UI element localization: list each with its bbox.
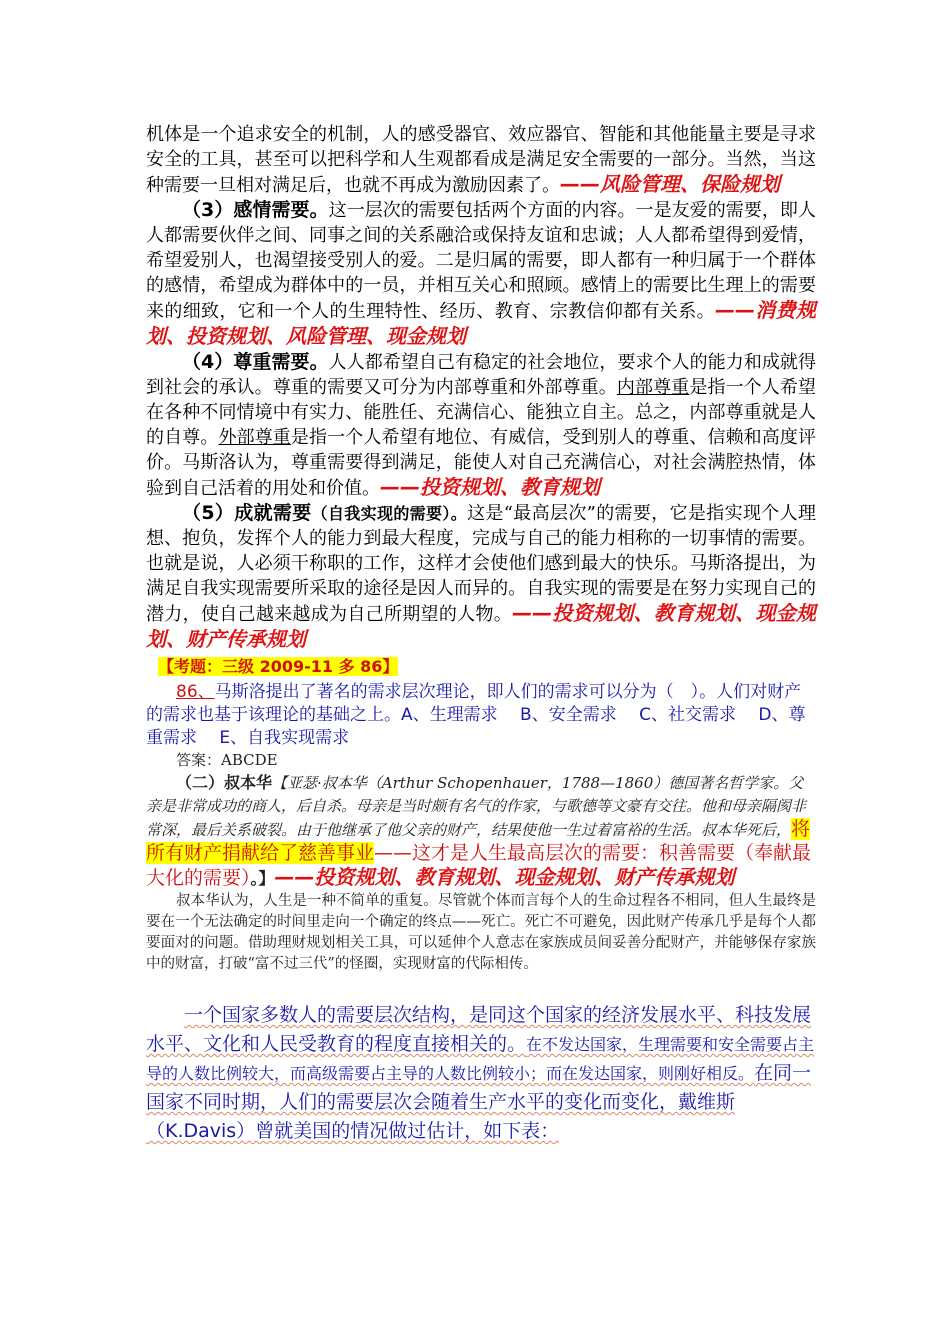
heading-esteem-need: （4）尊重需要。 [182, 351, 329, 373]
question-text: 马斯洛提出了著名的需求层次理论，即人们的需求可以分为（ ）。人们对财产的需求也基于该理论的基础之上。A、生理需求 B、安全需求 C、社交需求 D、尊重需求 E、自我实现需求 [146, 682, 806, 748]
need-structure-text-a: 一个国家多数人的需要层次结构，是同这个国家的经济发展水平、科技发展水平、文化和人民受教育的程度直接相关的。 [146, 1004, 812, 1055]
schopenhauer-bio-text: 【亚瑟·叔本华（Arthur Schopenhauer，1788—1860）德国著名哲学家。父亲是非常成功的商人，后自杀。母亲是当时颇有名气的作家，与歌德等文豪有交往。他和母亲隔阂非常深，最后关系破裂。由于他继承了他父亲的财产，结果使他一生过着富裕的生活。叔本华死后， [146, 774, 807, 839]
heading-schopenhauer: （二）叔本华 [176, 773, 273, 792]
need-structure-text-c: 在同一国家不同时期，人们的需要层次会随着生产水平的变化而变化，戴维斯（K.Davis）曾就美国的情况做过估计，如下表： [146, 1062, 812, 1142]
planning-tag-schopenhauer: ——投资规划、教育规划、现金规划、财产传承规划 [274, 865, 735, 889]
document-page [146, 122, 816, 1146]
planning-tag-affection: ——消费规划、投资规划、风险管理、现金规划 [146, 298, 817, 348]
paragraph-safety-need [146, 122, 816, 198]
term-inner-esteem: 内部尊重 [616, 377, 690, 398]
esteem-text-c: 是指一个人希望有地位、有威信，受到别人的尊重、信赖和高度评价。马斯洛认为，尊重需要得到满足，能使人对自己充满信心，对社会满腔热情，体验到自己活着的用处和价值。 [146, 427, 817, 499]
term-outer-esteem: 外部尊重 [218, 427, 291, 448]
paragraph-inheritance: 叔本华认为，人生是一种不简单的重复。尽管就个体而言每个人的生命过程各不相同，但人生最终是要在一个无法确定的时间里走向一个确定的终点——死亡。死亡不可避免，因此财产传承几乎是每个人都要面对的问题。借助理财规划相关工具，可以延伸个人意志在家族成员间妥善分配财产，并能够保存家族中的财富，打破“富不过三代”的怪圈，实现财富的代际相传。 [146, 893, 816, 972]
bio-close: 。】 [250, 869, 275, 888]
safety-need-text: 机体是一个追求安全的机制，人的感受器官、效应器官、智能和其他能量主要是寻求安全的工具，甚至可以把科学和人生观都看成是满足安全需要的一部分。当然，当这种需要一旦相对满足后，也就不再成为激励因素了。 [146, 124, 816, 196]
heading-achievement-paren: （自我实现的需要）。 [311, 504, 468, 523]
heading-affection-need: （3）感情需要。 [182, 199, 329, 221]
highlight-charity: 将所有财产捐献给了慈善事业 [146, 818, 811, 864]
paragraph-need-structure [146, 1001, 816, 1146]
planning-tag-esteem: ——投资规划、教育规划 [380, 475, 600, 499]
paragraph-schopenhauer-bio [146, 771, 816, 891]
paragraph-esteem-need [146, 350, 816, 501]
esteem-text-b: 是指一个人希望在各种不同情境中有实力、能胜任、充满信心、能独立自主。总之，内部尊重就是人的自尊。 [146, 377, 817, 448]
question-number: 86、 [176, 682, 215, 702]
planning-tag-achievement: ——投资规划、教育规划、现金规划、财产传承规划 [146, 601, 817, 651]
esteem-text-a: 人人都希望自己有稳定的社会地位，要求个人的能力和成就得到社会的承认。尊重的需要又可分为内部尊重和外部尊重。 [146, 352, 816, 398]
heading-achievement-need: （5）成就需要 [182, 502, 312, 524]
paragraph-affection-need [146, 198, 816, 350]
paragraph-achievement-need [146, 501, 816, 653]
achievement-need-text: 这是“最高层次”的需要，它是指实现个人理想、抱负，发挥个人的能力到最大程度，完成与自己的能力相称的一切事情的需要。也就是说，人必须干称职的工作，这样才会使他们感到最大的快乐。马斯洛提出，为满足自我实现需要所采取的途径是因人而异的。自我实现的需要是在努力实现自己的潜力，使自己越来越成为自己所期望的人物。 [146, 503, 816, 625]
exam-answer: 答案：ABCDE [176, 751, 278, 769]
exam-tag-line [146, 655, 816, 679]
exam-tag: 【考题：三级 2009-11 多 86】 [158, 657, 399, 676]
need-structure-text-b: 在不发达国家，生理需要和安全需要占主导的人数比例较大，而高级需要占主导的人数比例较小；而在发达国家，则刚好相反。 [146, 1035, 815, 1083]
affection-need-text: 这一层次的需要包括两个方面的内容。一是友爱的需要，即人人都需要伙伴之间、同事之间的关系融洽或保持友谊和忠诚；人人都希望得到爱情，希望爱别人，也渴望接受别人的爱。二是归属的需要，即人都有一种归属于一个群体的感情，希望成为群体中的一员，并相互关心和照顾。感情上的需要比生理上的需要来的细致，它和一个人的生理特性、经历、教育、宗教信仰都有关系。 [146, 200, 816, 322]
highest-need-text: ——这才是人生最高层次的需要：积善需要（奉献最大化的需要） [146, 842, 812, 889]
exam-question [146, 681, 816, 750]
planning-tag-safety: ——风险管理、保险规划 [560, 172, 780, 196]
